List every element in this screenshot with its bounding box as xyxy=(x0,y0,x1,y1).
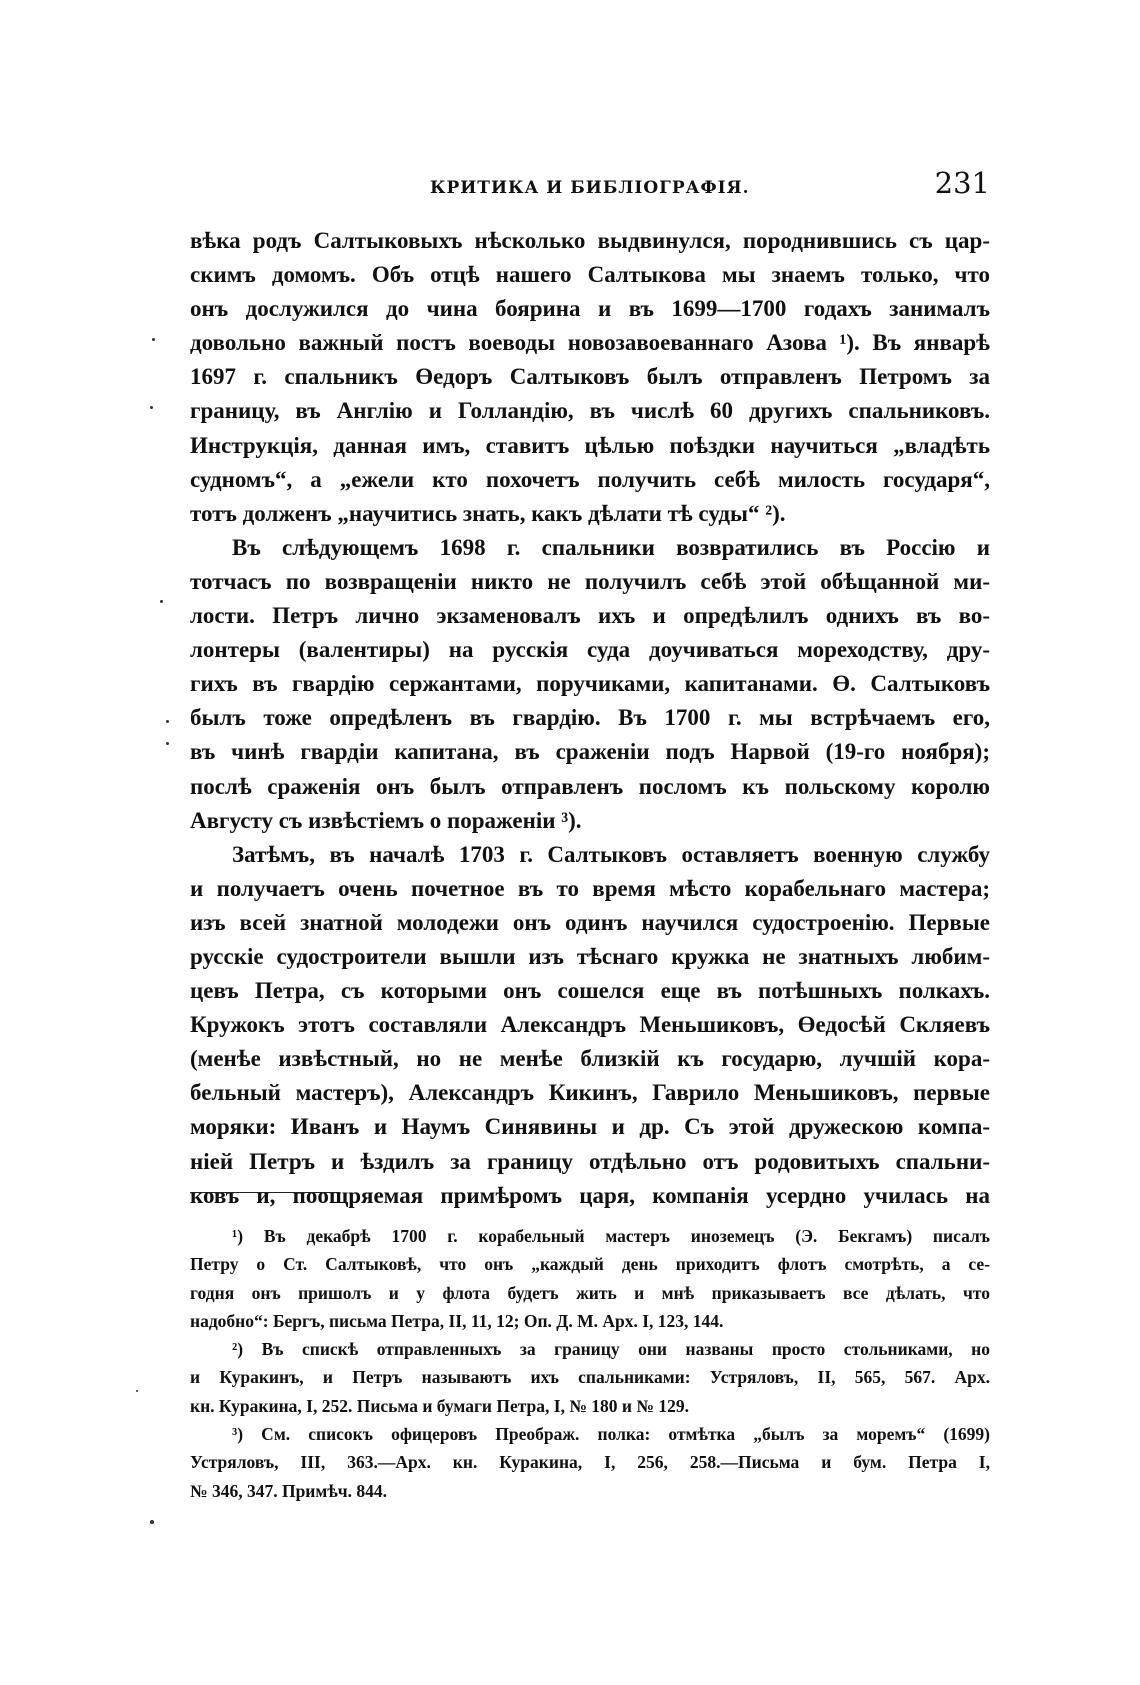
scan-speck xyxy=(166,742,169,745)
scan-speck xyxy=(152,338,155,341)
page-header xyxy=(190,166,990,206)
scan-speck xyxy=(150,1520,154,1524)
text-line: вѣка родъ Салтыковыхъ нѣсколько выдвинулся, породнившись съ цар- xyxy=(190,228,990,253)
main-text xyxy=(190,224,990,1213)
text-line: русскiе судостроители вышли изъ тѣснаго кружка не знатныхъ любим- xyxy=(190,943,990,969)
scan-speck xyxy=(166,720,169,723)
text-line: гихъ въ гвардiю сержантами, поручиками, капитанами. Ө. Салтыковъ xyxy=(190,671,990,697)
text-line: тотъ долженъ „научитись знать, какъ дѣлати тѣ суды“ ²). xyxy=(190,500,786,526)
footnote-line: Петру о Ст. Салтыковѣ, что онъ „каждый день приходитъ флотъ смотрѣть, а се- xyxy=(190,1254,990,1275)
text-line: (менѣе извѣстный, но не менѣе близкiй къ государю, лучшiй кора- xyxy=(190,1046,990,1072)
text-line: судномъ“, а „ежели кто похочетъ получить себѣ милость государя“, xyxy=(190,466,990,492)
scan-speck xyxy=(136,1390,138,1392)
scan-speck xyxy=(160,600,163,603)
text-line: Инструкцiя, данная имъ, ставитъ цѣлью поѣздки научиться „владѣть xyxy=(190,432,990,458)
text-line: Августу съ извѣстiемъ о пораженiи ³). xyxy=(190,807,582,833)
text-line: нiей Петръ и ѣздилъ за границу отдѣльно отъ родовитыхъ спальни- xyxy=(190,1148,990,1174)
text-line: цевъ Петра, съ которыми онъ сошелся еще въ потѣшныхъ полкахъ. xyxy=(190,978,990,1004)
text-line: скимъ домомъ. Объ отцѣ нашего Салтыкова мы знаемъ только, что xyxy=(190,262,990,288)
text-line: ковъ и, поощряемая примѣромъ царя, компанiя усердно училась на xyxy=(190,1182,990,1208)
footnote-line: ²) Въ спискѣ отправленныхъ за границу они названы просто стольниками, но xyxy=(232,1339,990,1360)
footnote-divider xyxy=(190,1192,340,1193)
footnote-line: Устряловъ, III, 363.—Арх. кн. Куракина, I, 256, 258.—Письма и бум. Петра I, xyxy=(190,1452,990,1473)
text-line: изъ всей знатной молодежи онъ одинъ научился судостроенiю. Первые xyxy=(190,909,990,935)
footnote-line: надобно“: Бергъ, письма Петра, II, 11, 12; Оп. Д. М. Арх. I, 123, 144. xyxy=(190,1310,724,1331)
footnote-line: годня онъ пришолъ и у флота будетъ жить и мнѣ приказываетъ все дѣлать, что xyxy=(190,1282,990,1303)
footnote-line: ³) См. списокъ офицеровъ Преображ. полка: отмѣтка „былъ за моремъ“ (1699) xyxy=(232,1424,990,1445)
text-line: былъ тоже опредѣленъ въ гвардiю. Въ 1700 г. мы встрѣчаемъ его, xyxy=(190,705,990,731)
footnote-line: № 346, 347. Примѣч. 844. xyxy=(190,1480,388,1501)
running-title: КРИТИКА И БИБЛIОГРАФIЯ. xyxy=(430,178,750,198)
scan-speck xyxy=(150,406,153,409)
text-line: границу, въ Англiю и Голландiю, въ числѣ 60 другихъ спальниковъ. xyxy=(190,398,990,424)
text-line: Въ слѣдующемъ 1698 г. спальники возвратились въ Россiю и xyxy=(232,534,990,560)
text-line: въ чинѣ гвардiи капитана, въ сраженiи подъ Нарвой (19-го ноября); xyxy=(190,739,990,765)
footnote-line: ¹) Въ декабрѣ 1700 г. корабельный мастеръ иноземецъ (Э. Бекгамъ) писалъ xyxy=(232,1226,990,1246)
text-line: 1697 г. спальникъ Өедоръ Салтыковъ былъ отправленъ Петромъ за xyxy=(190,364,990,390)
text-line: и получаетъ очень почетное въ то время мѣсто корабельнаго мастера; xyxy=(190,875,990,901)
text-line: довольно важный постъ воеводы новозавоеваннаго Азова ¹). Въ январѣ xyxy=(190,330,990,356)
text-line: лонтеры (валентиры) на русскiя суда доучиваться мореходству, дру- xyxy=(190,637,990,663)
text-line: бельный мастеръ), Александръ Кикинъ, Гаврило Меньшиковъ, первые xyxy=(190,1080,990,1106)
text-line: моряки: Иванъ и Наумъ Синявины и др. Съ этой дружескою компа- xyxy=(190,1114,990,1140)
text-line: онъ дослужился до чина боярина и въ 1699—1700 годахъ занималъ xyxy=(190,296,990,322)
page-number: 231 xyxy=(934,166,990,200)
footnote-line: и Куракинъ, и Петръ называютъ ихъ спальниками: Устряловъ, II, 565, 567. Арх. xyxy=(190,1367,990,1388)
footnotes xyxy=(190,1222,990,1505)
text-line: Затѣмъ, въ началѣ 1703 г. Салтыковъ оставляетъ военную службу xyxy=(232,841,990,867)
footnote-line: кн. Куракина, I, 252. Письма и бумаги Петра, I, № 180 и № 129. xyxy=(190,1395,689,1416)
text-line: послѣ сраженiя онъ былъ отправленъ посломъ къ польскому королю xyxy=(190,773,990,799)
text-line: Кружокъ этотъ составляли Александръ Меньшиковъ, Өедосѣй Скляевъ xyxy=(190,1012,990,1038)
text-line: тотчасъ по возвращенiи никто не получилъ себѣ этой обѣщанной ми- xyxy=(190,568,990,594)
text-line: лости. Петръ лично экзаменовалъ ихъ и опредѣлилъ однихъ въ во- xyxy=(190,603,990,629)
